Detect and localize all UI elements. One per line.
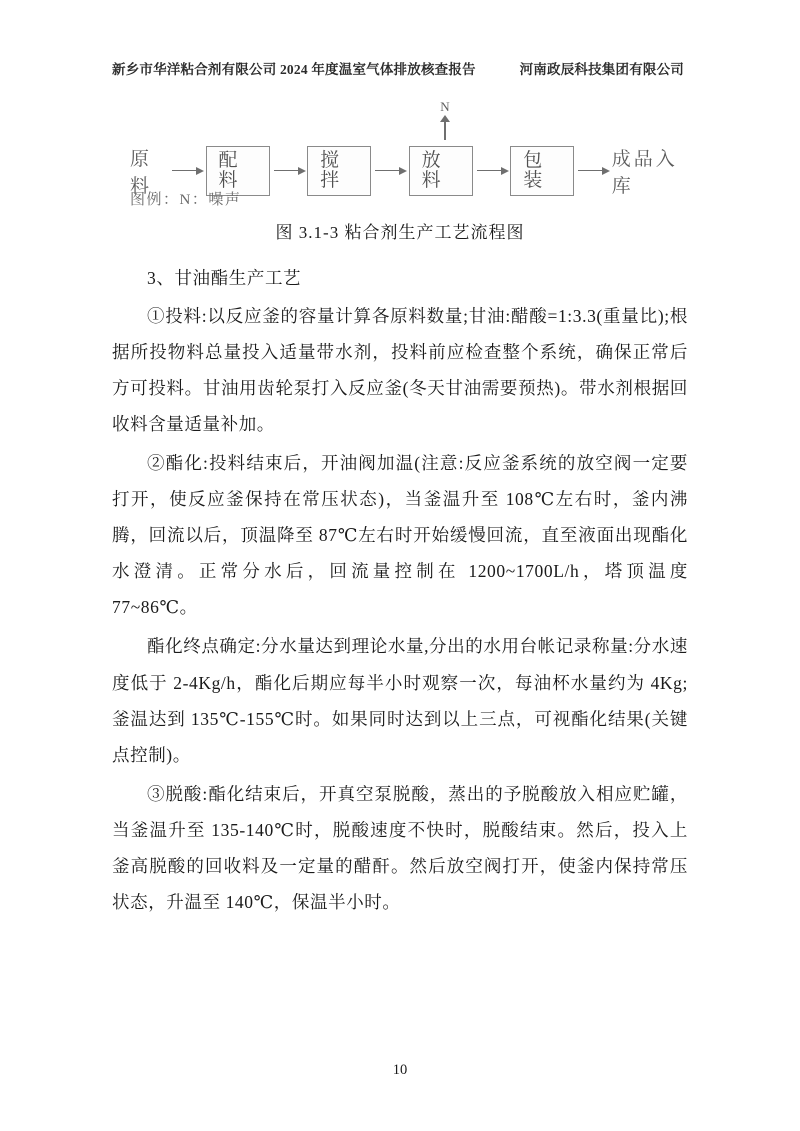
arrow-right-icon xyxy=(477,165,506,177)
figure-caption: 图 3.1-3 粘合剂生产工艺流程图 xyxy=(275,223,525,242)
flow-end-label: 成品入库 xyxy=(611,149,678,197)
paragraph-feeding: ①投料:以反应釜的容量计算各原料数量;甘油:醋酸=1:3.3(重量比);根据所投物料总量投入适量带水剂，投料前应检查整个系统，确保正常后方可投料。甘油用齿轮泵打入反应釜(冬天甘油需要预热)。带水剂根据回收料含量适量补加。 xyxy=(112,306,688,435)
flow-box-jiaoban: 搅拌 xyxy=(307,146,371,197)
flow-box-peiliao: 配料 xyxy=(206,146,270,197)
figure-legend: 图例：N：噪声 xyxy=(130,192,242,208)
header-company-name: 河南政辰科技集团有限公司 xyxy=(519,62,684,77)
noise-arrow-head-icon xyxy=(440,115,450,122)
flow-start-label: 原料 xyxy=(130,149,153,197)
document-body xyxy=(112,252,688,923)
arrow-right-icon xyxy=(172,165,201,177)
noise-marker xyxy=(430,100,460,140)
paragraph-esterification-endpoint: 酯化终点确定:分水量达到理论水量,分出的水用台帐记录称量:分水速度低于 2-4Kg/h，酯化后期应每半小时观察一次，每油杯水量约为 4Kg;釜温达到 135℃-155℃时。如果同时达到以上三点，可视酯化结果(关键点控制)。 xyxy=(112,636,688,765)
noise-arrow-line-icon xyxy=(444,122,445,140)
arrow-right-icon xyxy=(375,165,404,177)
flow-box-fangliao: 放料 xyxy=(409,146,473,197)
paragraph-esterification: ②酯化:投料结束后，开油阀加温(注意:反应釜系统的放空阀一定要打开，使反应釜保持在常压状态)，当釜温升至 108℃左右时，釜内沸腾，回流以后，顶温降至 87℃左右时开始缓慢回流，直至液面出现酯化水澄清。正常分水后，回流量控制在 1200~1700L/h，塔顶温度 77~86℃。 xyxy=(112,453,688,618)
arrow-right-icon xyxy=(274,165,303,177)
section-heading: 3、甘油酯生产工艺 xyxy=(147,268,302,288)
page-header xyxy=(112,58,688,78)
header-report-title: 新乡市华洋粘合剂有限公司 2024 年度温室气体排放核查报告 xyxy=(112,62,476,77)
arrow-right-icon xyxy=(578,165,607,177)
process-flow-figure xyxy=(112,100,688,230)
page-number: 10 xyxy=(392,1062,408,1078)
noise-marker-label: N xyxy=(440,99,450,114)
flow-box-baozhuang: 包装 xyxy=(510,146,574,197)
paragraph-deacidification: ③脱酸:酯化结束后，开真空泵脱酸，蒸出的予脱酸放入相应贮罐，当釜温升至 135-140℃时，脱酸速度不快时，脱酸结束。然后，投入上釜高脱酸的回收料及一定量的醋酐。然后放空阀打开，使釜内保持常压状态，升温至 140℃，保温半小时。 xyxy=(112,783,688,912)
